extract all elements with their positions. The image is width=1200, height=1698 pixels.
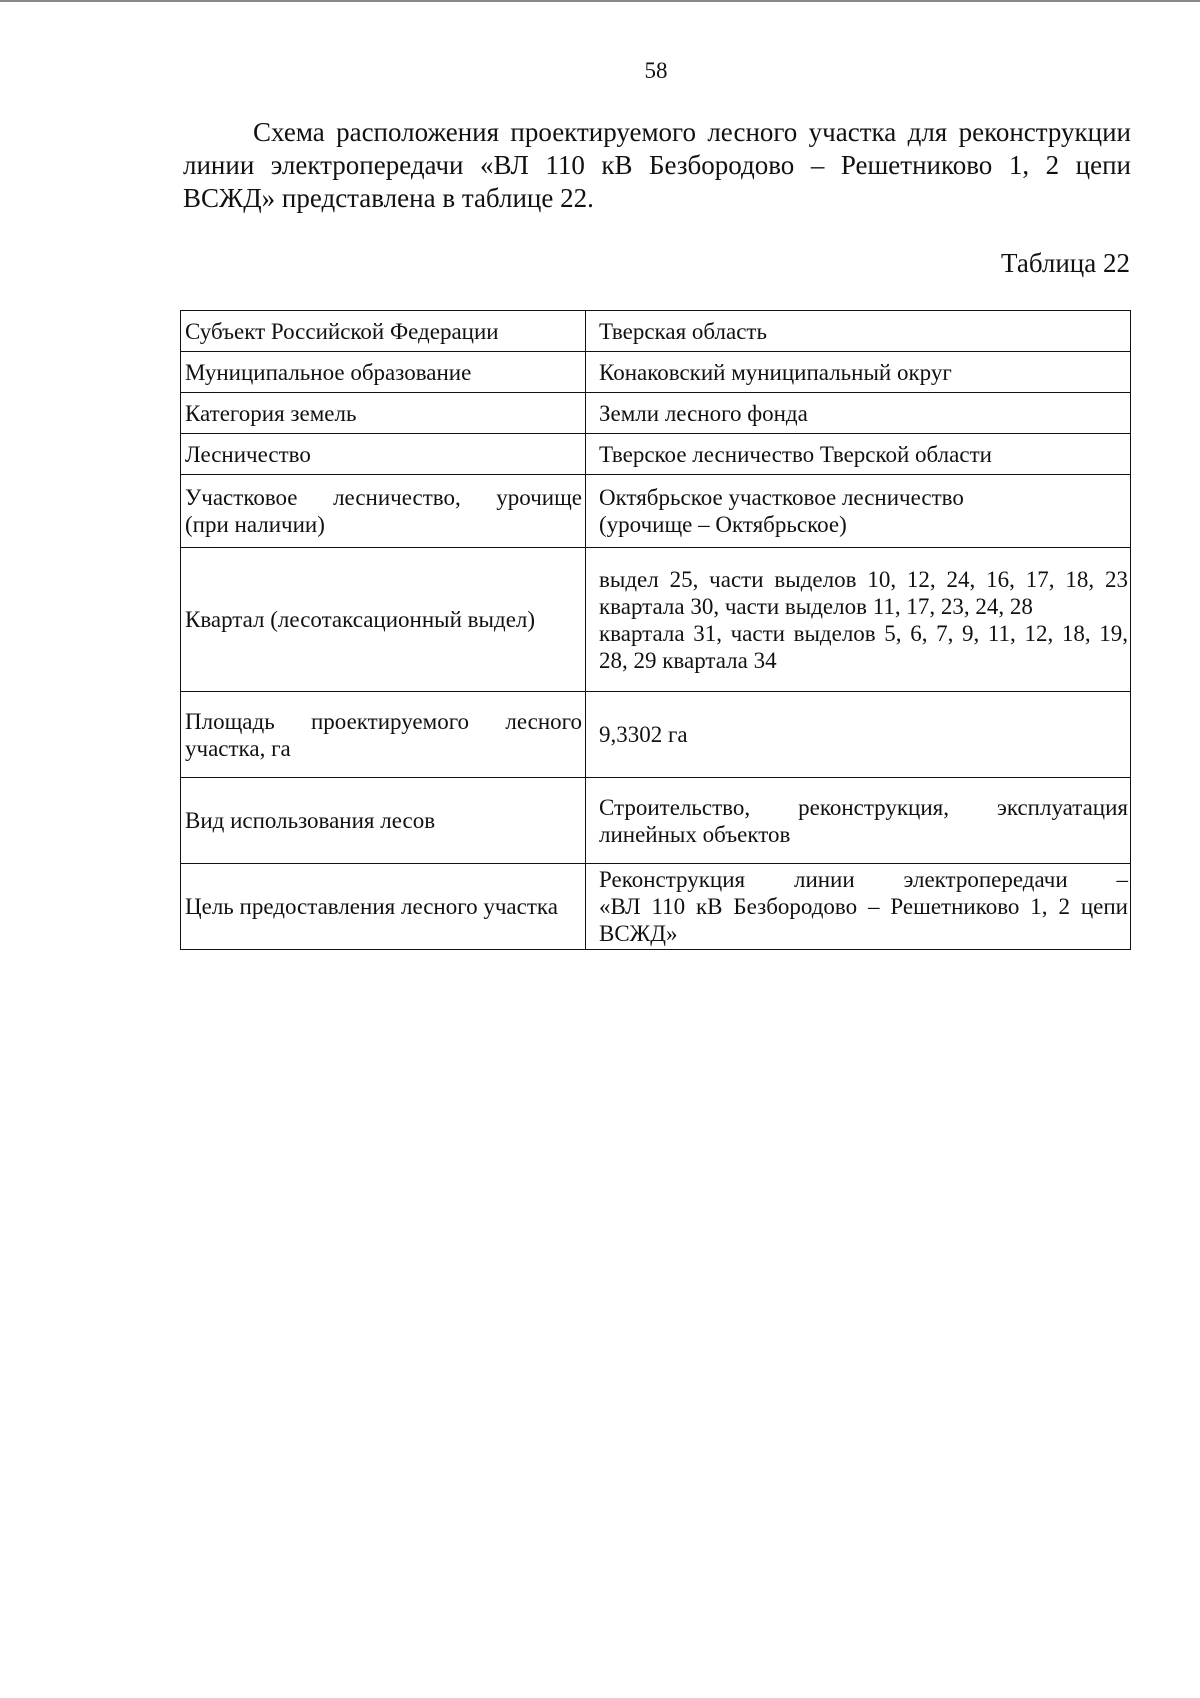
row-label: Цель предоставления лесного участка [181, 864, 586, 950]
row-value-line: линейных объектов [599, 821, 791, 847]
table-caption: Таблица 22 [1001, 248, 1130, 278]
row-value-line: «ВЛ 110 кВ Безбородово – Решетниково 1, 2 цепи [599, 894, 1128, 919]
intro-paragraph: Схема расположения проектируемого лесного участка для реконструкции линии электропередачи «ВЛ 110 кВ Безбородово – Решетниково 1, 2 цепи ВСЖД» представлена в таблице 22. [183, 117, 1131, 213]
row-label: Квартал (лесотаксационный выдел) [181, 548, 586, 692]
row-value [586, 778, 1131, 864]
row-value-line: Октябрьское участковое лесничество [599, 485, 964, 510]
row-value-line: квартала 30, части выделов 11, 17, 23, 24, 28 [599, 593, 1033, 619]
row-label-line: (при наличии) [185, 512, 325, 537]
row-value [586, 475, 1131, 548]
row-label-line: участка, га [185, 735, 291, 761]
row-value-line: Реконструкция линии электропередачи – [599, 867, 1128, 892]
row-value-line: Строительство, реконструкция, эксплуатация [599, 794, 1128, 820]
row-value: 9,3302 га [586, 692, 1131, 778]
row-value-line: ВСЖД» [599, 921, 678, 946]
row-label: Категория земель [181, 393, 586, 434]
forest-plot-table [180, 310, 1131, 950]
page-number: 58 [644, 58, 668, 83]
row-label-line: Площадь проектируемого лесного [185, 708, 582, 734]
row-value-line: (урочище – Октябрьское) [599, 512, 847, 537]
row-label [181, 692, 586, 778]
table-row [181, 311, 1131, 352]
table-row [181, 548, 1131, 692]
row-label: Лесничество [181, 434, 586, 475]
table-row [181, 352, 1131, 393]
row-label: Муниципальное образование [181, 352, 586, 393]
table-row [181, 778, 1131, 864]
row-value-line: 28, 29 квартала 34 [599, 647, 777, 673]
row-value [586, 864, 1131, 950]
row-value: Тверское лесничество Тверской области [586, 434, 1131, 475]
table-row [181, 692, 1131, 778]
row-label [181, 475, 586, 548]
row-value-line: выдел 25, части выделов 10, 12, 24, 16, 17, 18, 23 [599, 566, 1128, 592]
table-row [181, 864, 1131, 950]
row-value: Конаковский муниципальный округ [586, 352, 1131, 393]
row-label: Вид использования лесов [181, 778, 586, 864]
row-value [586, 548, 1131, 692]
table-row [181, 434, 1131, 475]
row-label-line: Участковое лесничество, урочище [185, 485, 582, 510]
row-value: Земли лесного фонда [586, 393, 1131, 434]
scan-top-edge [0, 0, 1200, 2]
row-value-line: квартала 31, части выделов 5, 6, 7, 9, 11, 12, 18, 19, [599, 620, 1128, 646]
table-row [181, 393, 1131, 434]
row-value: Тверская область [586, 311, 1131, 352]
table-row [181, 475, 1131, 548]
row-label: Субъект Российской Федерации [181, 311, 586, 352]
